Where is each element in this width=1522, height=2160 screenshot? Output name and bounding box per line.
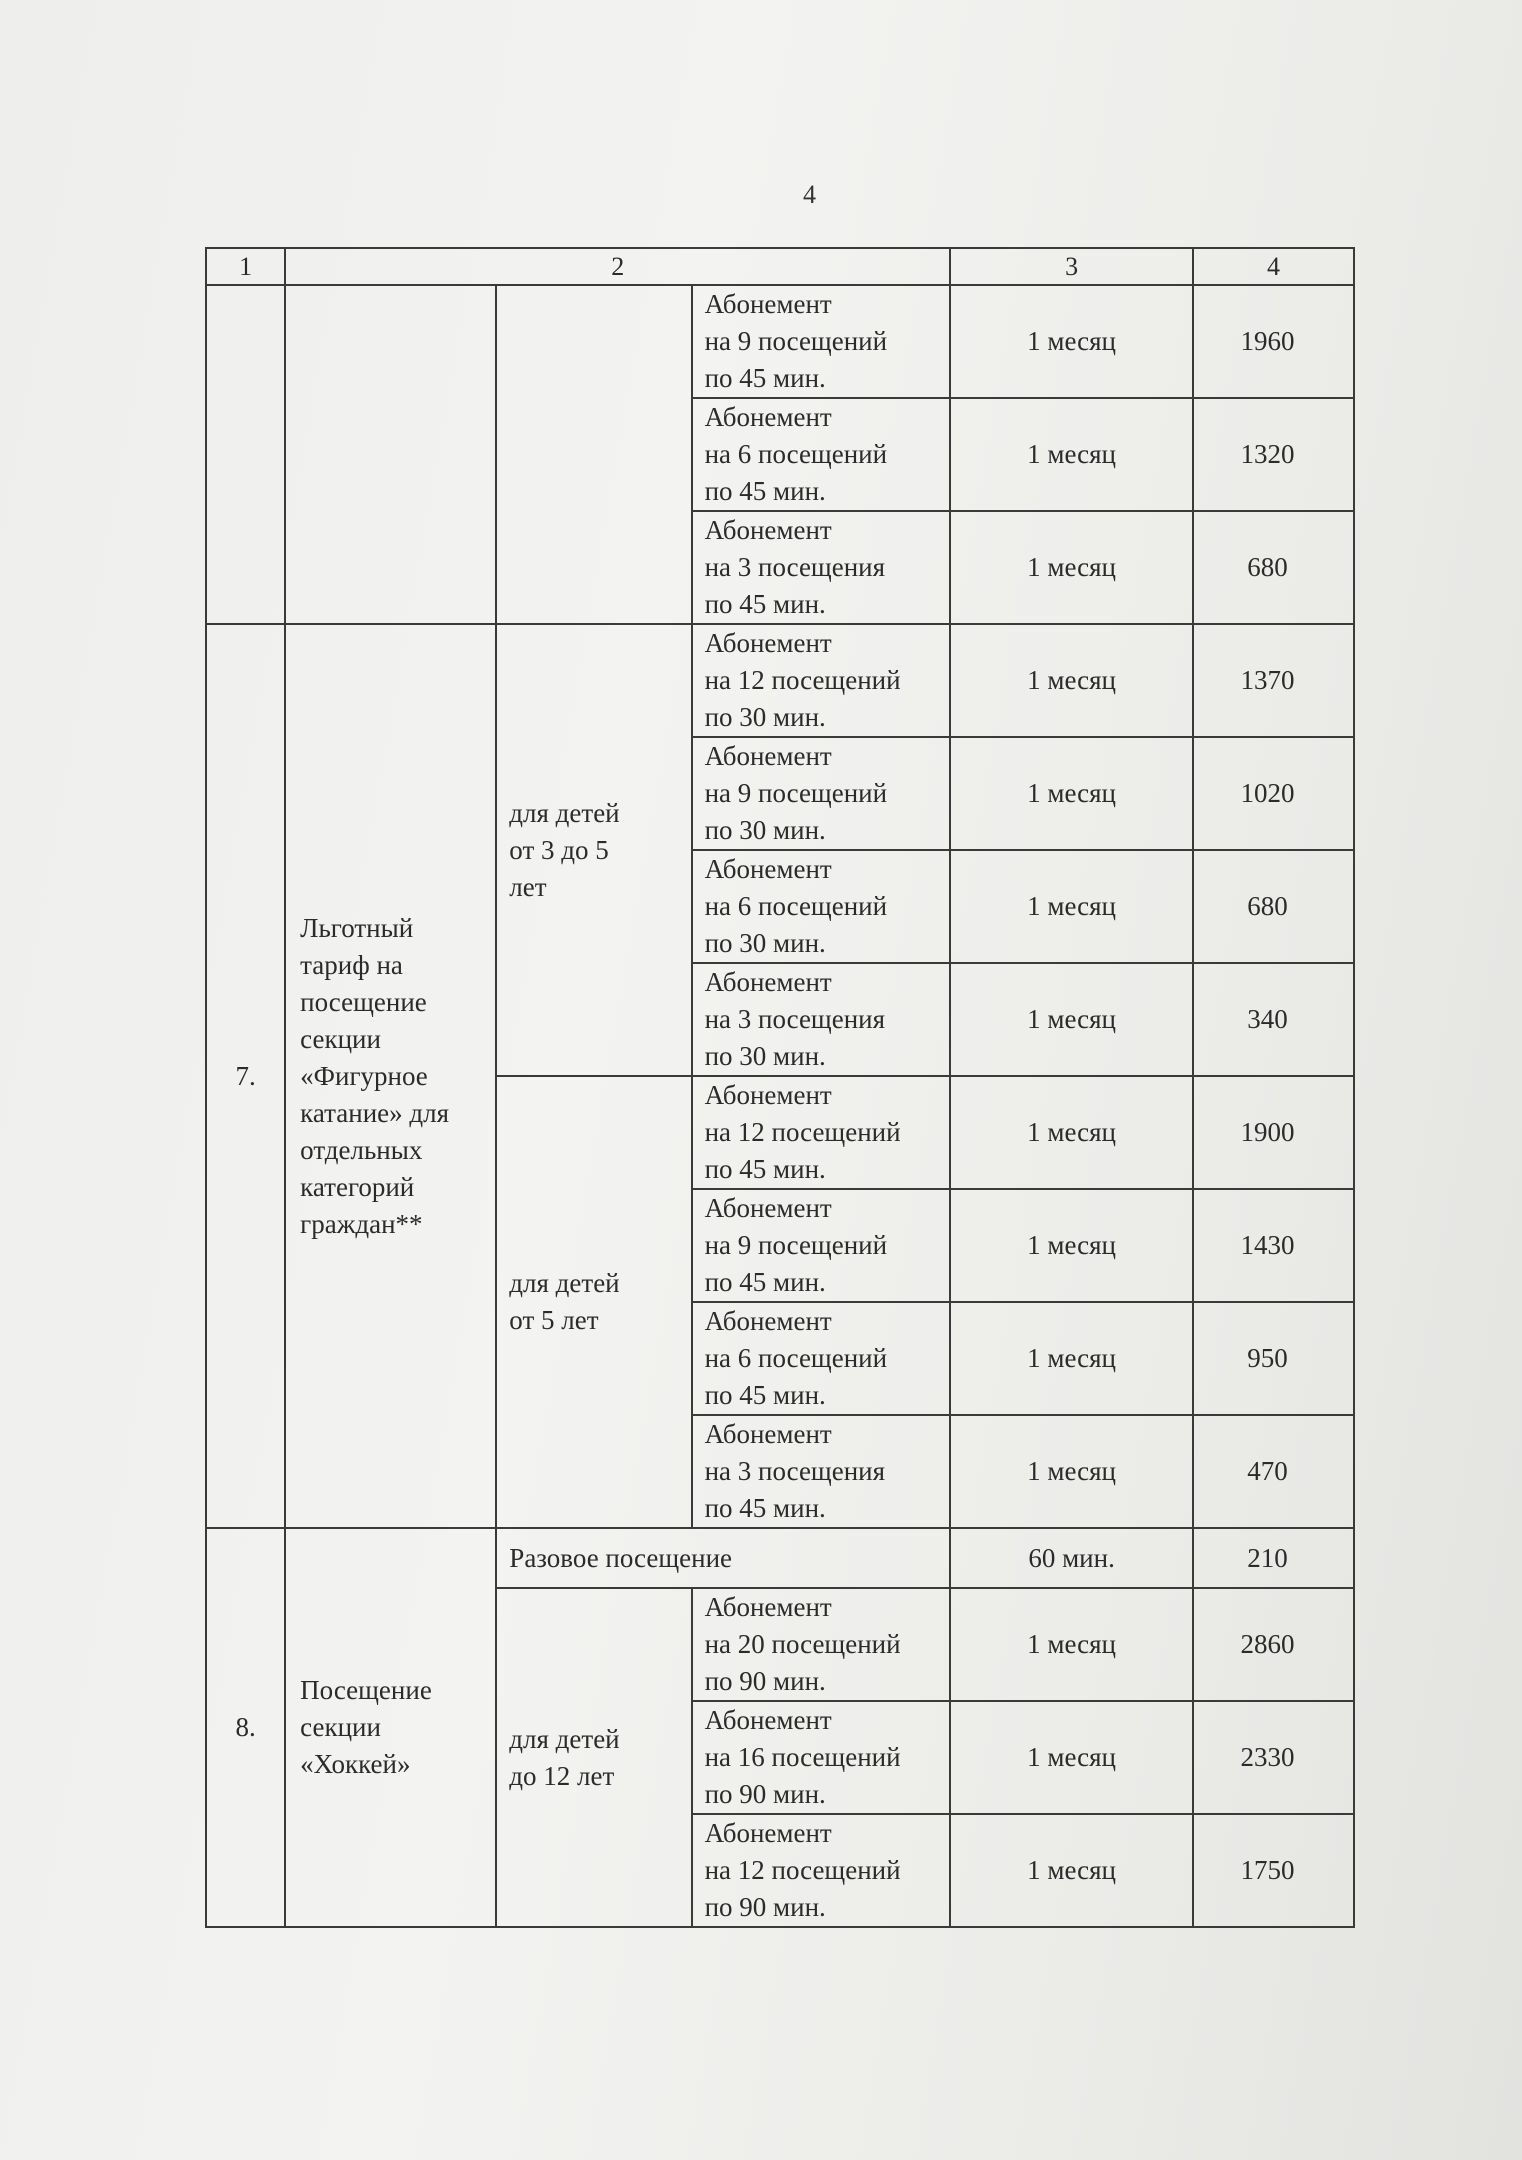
- tariff-cell: Абонемент на 12 посещений по 30 мин.: [692, 624, 951, 737]
- tariff-cell: Абонемент на 6 посещений по 30 мин.: [692, 850, 951, 963]
- period-cell: 1 месяц: [950, 1415, 1193, 1528]
- tariff-cell: Абонемент на 6 посещений по 45 мин.: [692, 1302, 951, 1415]
- single-visit-cell: Разовое посещение: [496, 1528, 950, 1588]
- section-7-number: 7.: [206, 624, 285, 1528]
- tariff-cell: Абонемент на 3 посещения по 30 мин.: [692, 963, 951, 1076]
- period-cell: 1 месяц: [950, 285, 1193, 398]
- period-cell: 1 месяц: [950, 737, 1193, 850]
- section-8-number: 8.: [206, 1528, 285, 1927]
- table-row: [206, 624, 1354, 737]
- tariff-cell: Абонемент на 9 посещений по 45 мин.: [692, 1189, 951, 1302]
- price-cell: 470: [1193, 1415, 1354, 1528]
- prev-section-name-cell: [285, 285, 496, 624]
- price-cell: 1320: [1193, 398, 1354, 511]
- tariff-cell: Абонемент на 12 посещений по 45 мин.: [692, 1076, 951, 1189]
- period-cell: 1 месяц: [950, 398, 1193, 511]
- period-cell: 1 месяц: [950, 963, 1193, 1076]
- period-cell: 1 месяц: [950, 511, 1193, 624]
- table-row: [206, 1528, 1354, 1588]
- price-cell: 1900: [1193, 1076, 1354, 1189]
- price-cell: 680: [1193, 511, 1354, 624]
- price-cell: 1960: [1193, 285, 1354, 398]
- tariff-table: [205, 247, 1355, 1928]
- header-col-2: 2: [285, 248, 950, 285]
- section-7-name: Льготный тариф на посещение секции «Фигурное катание» для отдельных категорий граждан**: [285, 624, 496, 1528]
- price-cell: 1430: [1193, 1189, 1354, 1302]
- price-cell: 1020: [1193, 737, 1354, 850]
- section-7-group-5-plus: для детей от 5 лет: [496, 1076, 691, 1528]
- tariff-cell: Абонемент на 9 посещений по 30 мин.: [692, 737, 951, 850]
- period-cell: 1 месяц: [950, 1189, 1193, 1302]
- period-cell: 60 мин.: [950, 1528, 1193, 1588]
- prev-section-number-cell: [206, 285, 285, 624]
- price-cell: 210: [1193, 1528, 1354, 1588]
- page-number: 4: [803, 180, 816, 209]
- section-8-name: Посещение секции «Хоккей»: [285, 1528, 496, 1927]
- price-cell: 2330: [1193, 1701, 1354, 1814]
- prev-section-group-cell: [496, 285, 691, 624]
- table-header-row: [206, 248, 1354, 285]
- header-col-4: 4: [1193, 248, 1354, 285]
- tariff-cell: Абонемент на 3 посещения по 45 мин.: [692, 1415, 951, 1528]
- tariff-cell: Абонемент на 9 посещений по 45 мин.: [692, 285, 951, 398]
- price-cell: 950: [1193, 1302, 1354, 1415]
- price-cell: 2860: [1193, 1588, 1354, 1701]
- price-cell: 1370: [1193, 624, 1354, 737]
- table-row: [206, 285, 1354, 398]
- price-cell: 680: [1193, 850, 1354, 963]
- price-cell: 1750: [1193, 1814, 1354, 1927]
- period-cell: 1 месяц: [950, 1814, 1193, 1927]
- tariff-cell: Абонемент на 20 посещений по 90 мин.: [692, 1588, 951, 1701]
- header-col-1: 1: [206, 248, 285, 285]
- tariff-cell: Абонемент на 16 посещений по 90 мин.: [692, 1701, 951, 1814]
- tariff-cell: Абонемент на 12 посещений по 90 мин.: [692, 1814, 951, 1927]
- period-cell: 1 месяц: [950, 1588, 1193, 1701]
- period-cell: 1 месяц: [950, 1076, 1193, 1189]
- period-cell: 1 месяц: [950, 1302, 1193, 1415]
- period-cell: 1 месяц: [950, 850, 1193, 963]
- period-cell: 1 месяц: [950, 1701, 1193, 1814]
- section-8-group-under-12: для детей до 12 лет: [496, 1588, 691, 1927]
- header-col-3: 3: [950, 248, 1193, 285]
- period-cell: 1 месяц: [950, 624, 1193, 737]
- price-cell: 340: [1193, 963, 1354, 1076]
- tariff-cell: Абонемент на 6 посещений по 45 мин.: [692, 398, 951, 511]
- tariff-cell: Абонемент на 3 посещения по 45 мин.: [692, 511, 951, 624]
- section-7-group-3-5: для детей от 3 до 5 лет: [496, 624, 691, 1076]
